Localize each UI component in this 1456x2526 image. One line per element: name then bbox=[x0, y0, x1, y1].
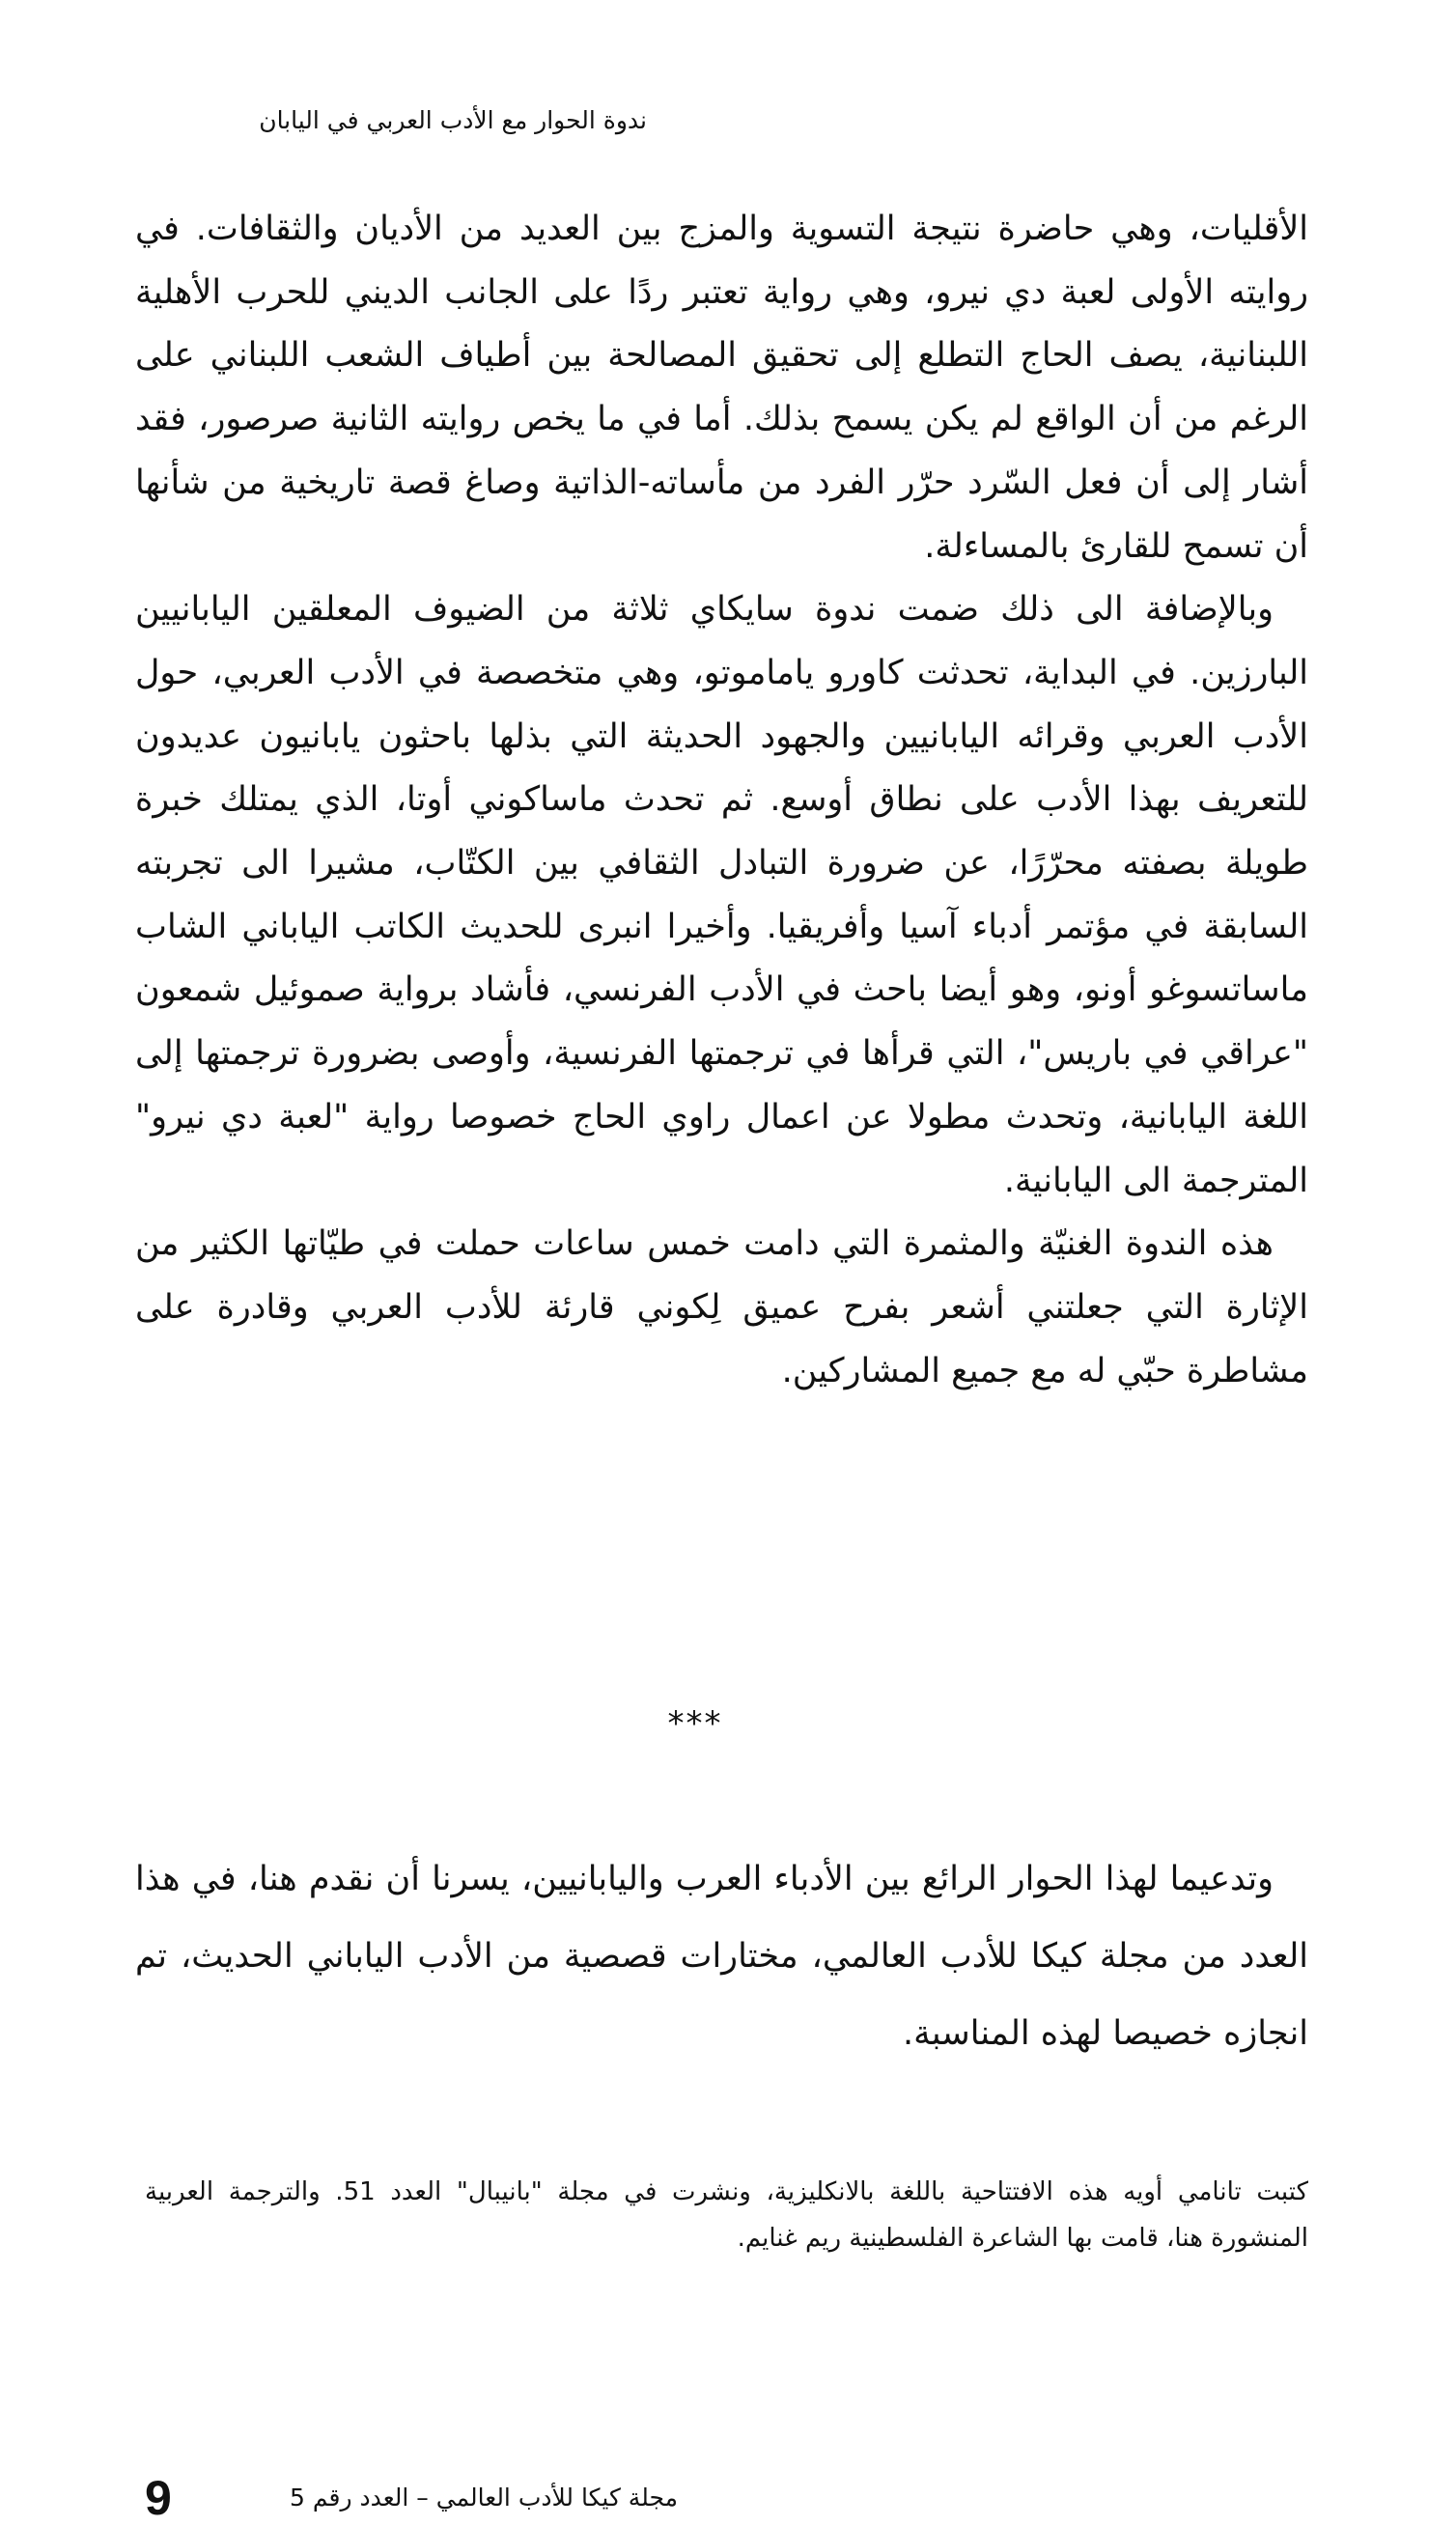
article-body bbox=[135, 198, 1308, 1403]
page-number: 9 bbox=[145, 2471, 172, 2525]
paragraph-closing: وتدعيما لهذا الحوار الرائع بين الأدباء العرب واليابانيين، يسرنا أن نقدم هنا، في هذا العدد من مجلة كيكا للأدب العالمي، مختارات قصصية من الأدب الياباني الحديث، تم انجازه خصيصا لهذه المناسبة. bbox=[135, 1860, 1308, 2053]
section-separator: *** bbox=[667, 1704, 723, 1743]
running-header: ندوة الحوار مع الأدب العربي في اليابان bbox=[259, 106, 647, 134]
paragraph-saikai-symposium: وبالإضافة الى ذلك ضمت ندوة سايكاي ثلاثة من الضيوف المعلقين اليابانيين البارزين. في البداية، تحدثت كاورو ياماموتو، وهي متخصصة في الأدب العربي، حول الأدب العربي وقرائه اليابانيين والجهود الحديثة التي بذلها باحثون يابانيون عديدون للتعريف بهذا الأدب على نطاق أوسع. ثم تحدث ماساكوني أوتا، الذي يمتلك خبرة طويلة بصفته محرّرًا، عن ضرورة التبادل الثقافي بين الكتّاب، مشيرا الى تجربته السابقة في مؤتمر أدباء آسيا وأفريقيا. وأخيرا انبرى للحديث الكاتب الياباني الشاب ماساتسوغو أونو، وهو أيضا باحث في الأدب الفرنسي، فأشاد برواية صموئيل شمعون "عراقي في باريس"، التي قرأها في ترجمتها الفرنسية، وأوصى بضرورة ترجمتها إلى اللغة اليابانية، وتحدث مطولا عن اعمال راوي الحاج خصوصا رواية "لعبة دي نيرو" المترجمة الى اليابانية. bbox=[135, 590, 1308, 1200]
footnote-text: كتبت تانامي أويه هذه الافتتاحية باللغة بالانكليزية، ونشرت في مجلة "بانيبال" العدد 51. والترجمة العربية المنشورة هنا، قامت بها الشاعرة الفلسطينية ريم غنايم. bbox=[145, 2177, 1308, 2253]
closing-section bbox=[135, 1840, 1308, 2072]
paragraph-minorities: الأقليات، وهي حاضرة نتيجة التسوية والمزج بين العديد من الأديان والثقافات. في روايته الأولى لعبة دي نيرو، وهي رواية تعتبر ردًا على الجانب الديني للحرب الأهلية اللبنانية، يصف الحاج التطلع إلى تحقيق المصالحة بين أطياف الشعب اللبناني على الرغم من أن الواقع لم يكن يسمح بذلك. أما في ما يخص روايته الثانية صرصور، فقد أشار إلى أن فعل السّرد حرّر الفرد من مأساته-الذاتية وصاغ قصة تاريخية من شأنها أن تسمح للقارئ بالمساءلة. bbox=[135, 210, 1308, 566]
journal-footer-title: مجلة كيكا للأدب العالمي – العدد رقم 5 bbox=[290, 2484, 679, 2512]
footnote bbox=[145, 2169, 1308, 2261]
paragraph-conclusion: هذه الندوة الغنيّة والمثمرة التي دامت خمس ساعات حملت في طيّاتها الكثير من الإثارة التي جعلتني أشعر بفرح عميق لِكوني قارئة للأدب العربي وقادرة على مشاطرة حبّي له مع جميع المشاركين. bbox=[135, 1224, 1308, 1390]
